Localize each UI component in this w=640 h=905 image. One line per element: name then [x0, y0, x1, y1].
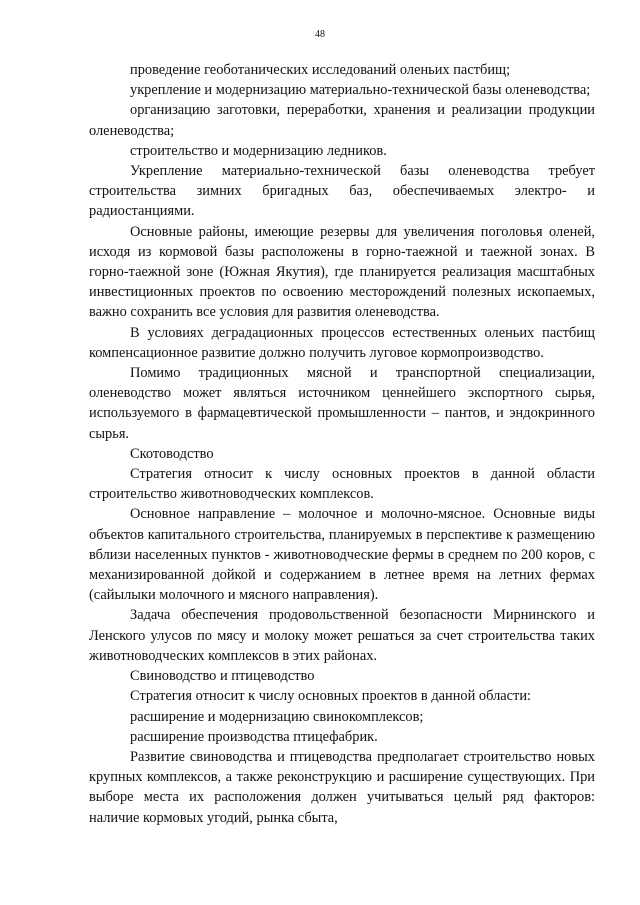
page-number: 48: [315, 29, 325, 40]
paragraph: проведение геоботанических исследований оленьих пастбищ;: [130, 62, 511, 78]
paragraph: строительство и модернизацию ледников.: [130, 142, 387, 159]
paragraph: Стратегия относит к числу основных проектов в данной области:: [130, 688, 532, 705]
paragraph: организацию заготовки, переработки, хранения и реализации продукции оленеводства;: [89, 102, 595, 139]
paragraph: Помимо традиционных мясной и транспортной специализации, оленеводство может являться источником ценнейшего экспортного сырья, используемого в фармацевтической промышленности – пантов, и эндокринного сырья.: [89, 365, 595, 442]
paragraph: Стратегия относит к числу основных проектов в данной области строительство животноводческих комплексов.: [89, 466, 595, 503]
paragraph: Укрепление материально-технической базы оленеводства требует строительства зимних бригадных баз, обеспечиваемых электро- и радиостанциями.: [89, 163, 595, 220]
paragraph: В условиях деградационных процессов естественных оленьих пастбищ компенсационное развитие должно получить луговое кормопроизводство.: [89, 324, 595, 361]
paragraph: расширение производства птицефабрик.: [130, 728, 378, 745]
paragraph: Развитие свиноводства и птицеводства предполагает строительство новых крупных комплексов, а также реконструкцию и расширение существующих. При выборе места их расположения должен учитываться целый ряд факторов: наличие кормовых угодий, рынка сбыта,: [89, 748, 595, 826]
paragraph: Основные районы, имеющие резервы для увеличения поголовья оленей, исходя из кормовой базы расположены в горно-таежной и таежной зонах. В горно-таежной зоне (Южная Якутия), где планируется реализация масштабных инвестиционных проектов по освоению месторождений полезных ископаемых, важно сохранить все условия для развития оленеводства.: [89, 223, 595, 321]
paragraph: расширение и модернизацию свинокомплексов;: [130, 708, 424, 725]
paragraph: Задача обеспечения продовольственной безопасности Мирнинского и Ленского улусов по мясу и молоку может решаться за счет строительства таких животноводческих комплексов в этих районах.: [89, 607, 595, 664]
section-heading: Скотоводство: [130, 445, 214, 462]
section-heading: Свиноводство и птицеводство: [130, 668, 315, 685]
paragraph: укрепление и модернизацию материально-технической базы оленеводства;: [130, 82, 591, 99]
document-body: [89, 60, 595, 828]
paragraph: Основное направление – молочное и молочно-мясное. Основные виды объектов капитального строительства, планируемых в перспективе к размещению вблизи населенных пунктов - животноводческие фермы в среднем по 200 коров, с механизированной дойкой и содержанием в летнее время на летних фермах (сайылыки молочного и мясного направления).: [89, 506, 595, 604]
